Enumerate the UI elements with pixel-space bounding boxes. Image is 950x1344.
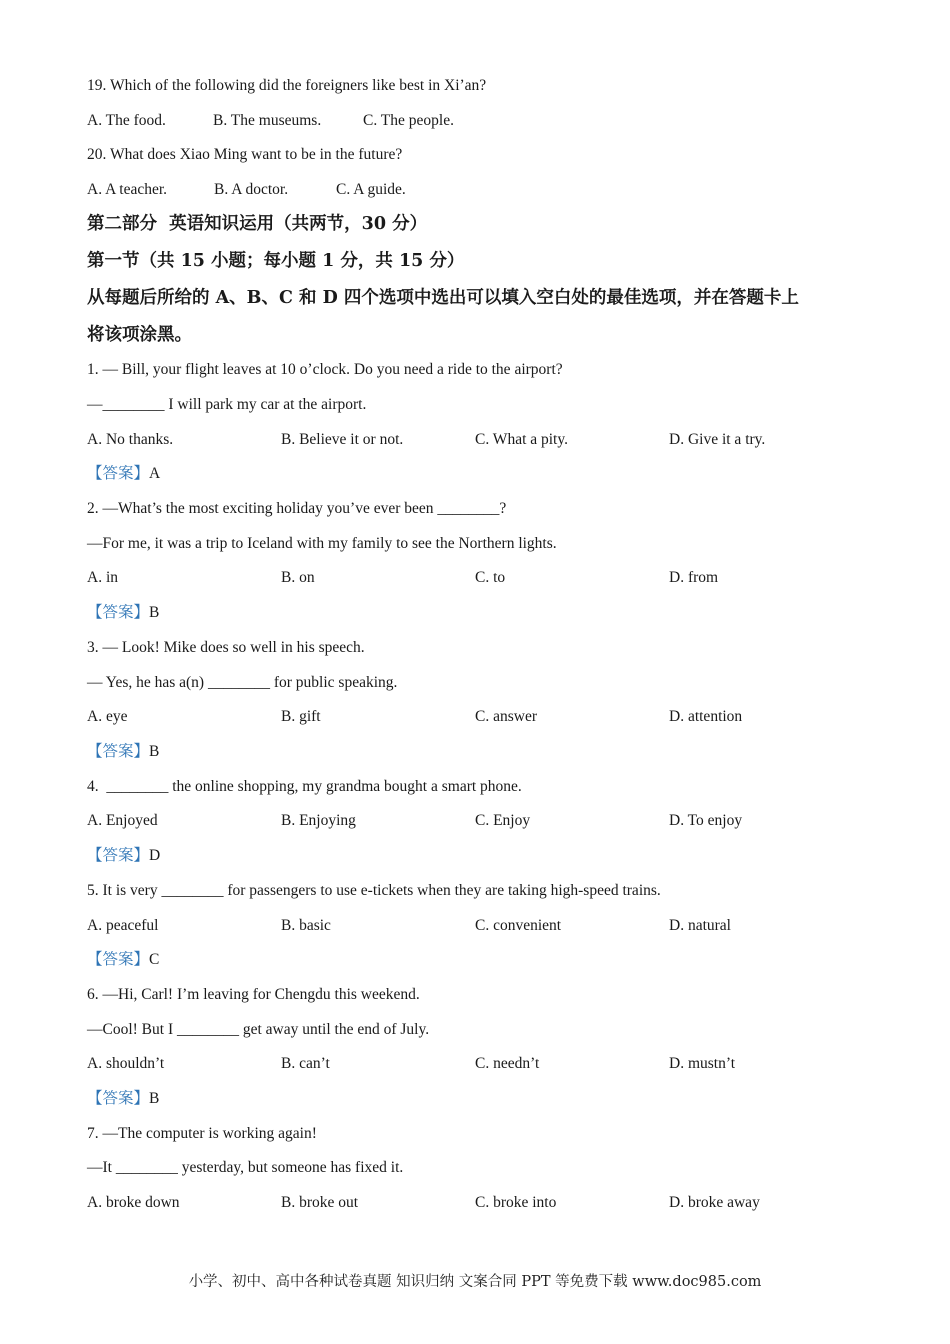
question-1-options (87, 430, 867, 450)
question-7-options (87, 1193, 867, 1213)
option-b: B. A doctor. (214, 181, 289, 198)
answer-4 (87, 846, 160, 866)
answer-1 (87, 464, 160, 484)
option-b: B. can’t (281, 1055, 330, 1072)
section-instructions-line2: 将该项涂黑。 (87, 325, 192, 345)
question-7-line2: —It ________ yesterday, but someone has fixed it. (87, 1159, 404, 1176)
option-a: A. peaceful (87, 917, 159, 934)
answer-value: B (149, 1090, 160, 1107)
option-a: A. in (87, 569, 118, 586)
option-c: C. to (475, 569, 506, 586)
answer-label: 【答案】 (87, 847, 150, 864)
option-d: D. natural (669, 917, 731, 934)
option-b: B. gift (281, 708, 321, 725)
answer-label: 【答案】 (87, 1090, 150, 1107)
option-a: A. A teacher. (87, 181, 168, 198)
question-2-line2: —For me, it was a trip to Iceland with my family to see the Northern lights. (87, 535, 557, 552)
answer-label: 【答案】 (87, 951, 150, 968)
question-1-line2: —________ I will park my car at the airport. (87, 396, 367, 413)
answer-value: C (149, 951, 160, 968)
page-footer: 小学、初中、高中各种试卷真题 知识归纳 文案合同 PPT 等免费下载 www.doc985.com (188, 1274, 762, 1290)
answer-value: A (149, 465, 161, 482)
question-3-line2: — Yes, he has a(n) ________ for public speaking. (87, 674, 398, 691)
question-20-options (87, 180, 867, 200)
answer-2 (87, 603, 159, 623)
answer-value: B (149, 743, 160, 760)
question-7-line1: 7. —The computer is working again! (87, 1125, 317, 1142)
option-b: B. on (281, 569, 315, 586)
question-2-line1: 2. —What’s the most exciting holiday you’ve ever been ________? (87, 500, 507, 517)
answer-3 (87, 742, 159, 762)
option-d: D. attention (669, 708, 743, 725)
option-c: C. The people. (363, 112, 454, 129)
option-a: A. shouldn’t (87, 1055, 165, 1072)
question-3-options (87, 707, 867, 727)
option-d: D. To enjoy (669, 812, 743, 829)
section-instructions-line1: 从每题后所给的 A、B、C 和 D 四个选项中选出可以填入空白处的最佳选项，并在答题卡上 (87, 288, 799, 308)
option-a: A. Enjoyed (87, 812, 158, 829)
option-c: C. broke into (475, 1194, 557, 1211)
option-c: C. Enjoy (475, 812, 531, 829)
option-d: D. broke away (669, 1194, 760, 1211)
answer-5 (87, 950, 159, 970)
answer-label: 【答案】 (87, 465, 150, 482)
answer-label: 【答案】 (87, 743, 150, 760)
question-2-options (87, 568, 867, 588)
answer-label: 【答案】 (87, 604, 150, 621)
question-19-options (87, 111, 867, 131)
option-d: D. mustn’t (669, 1055, 736, 1072)
section-subheading: 第一节（共 15 小题；每小题 1 分，共 15 分） (87, 251, 465, 271)
option-b: B. broke out (281, 1194, 359, 1211)
option-a: A. The food. (87, 112, 166, 129)
option-b: B. basic (281, 917, 331, 934)
option-a: A. eye (87, 708, 128, 725)
question-5-line1: 5. It is very ________ for passengers to use e-tickets when they are taking high-speed trains. (87, 882, 661, 899)
option-d: D. from (669, 569, 719, 586)
option-d: D. Give it a try. (669, 431, 766, 448)
option-a: A. broke down (87, 1194, 180, 1211)
question-6-line2: —Cool! But I ________ get away until the end of July. (87, 1021, 430, 1038)
option-c: C. What a pity. (475, 431, 568, 448)
option-b: B. Believe it or not. (281, 431, 404, 448)
option-a: A. No thanks. (87, 431, 174, 448)
option-c: C. needn’t (475, 1055, 540, 1072)
option-c: C. answer (475, 708, 537, 725)
question-4-options (87, 811, 867, 831)
answer-value: B (149, 604, 160, 621)
option-c: C. convenient (475, 917, 562, 934)
option-c: C. A guide. (336, 181, 406, 198)
question-6-line1: 6. —Hi, Carl! I’m leaving for Chengdu this weekend. (87, 986, 420, 1003)
question-6-options (87, 1054, 867, 1074)
question-3-line1: 3. — Look! Mike does so well in his speech. (87, 639, 365, 656)
section-heading: 第二部分 英语知识运用（共两节，30 分） (87, 214, 428, 234)
question-4-line1: 4. ________ the online shopping, my grandma bought a smart phone. (87, 778, 522, 795)
option-b: B. The museums. (213, 112, 322, 129)
answer-6 (87, 1089, 159, 1109)
question-1-line1: 1. — Bill, your flight leaves at 10 o’clock. Do you need a ride to the airport? (87, 361, 563, 378)
option-b: B. Enjoying (281, 812, 356, 829)
question-20-stem: 20. What does Xiao Ming want to be in the future? (87, 146, 403, 163)
answer-value: D (149, 847, 161, 864)
question-19-stem: 19. Which of the following did the foreigners like best in Xi’an? (87, 77, 487, 94)
question-5-options (87, 916, 867, 936)
